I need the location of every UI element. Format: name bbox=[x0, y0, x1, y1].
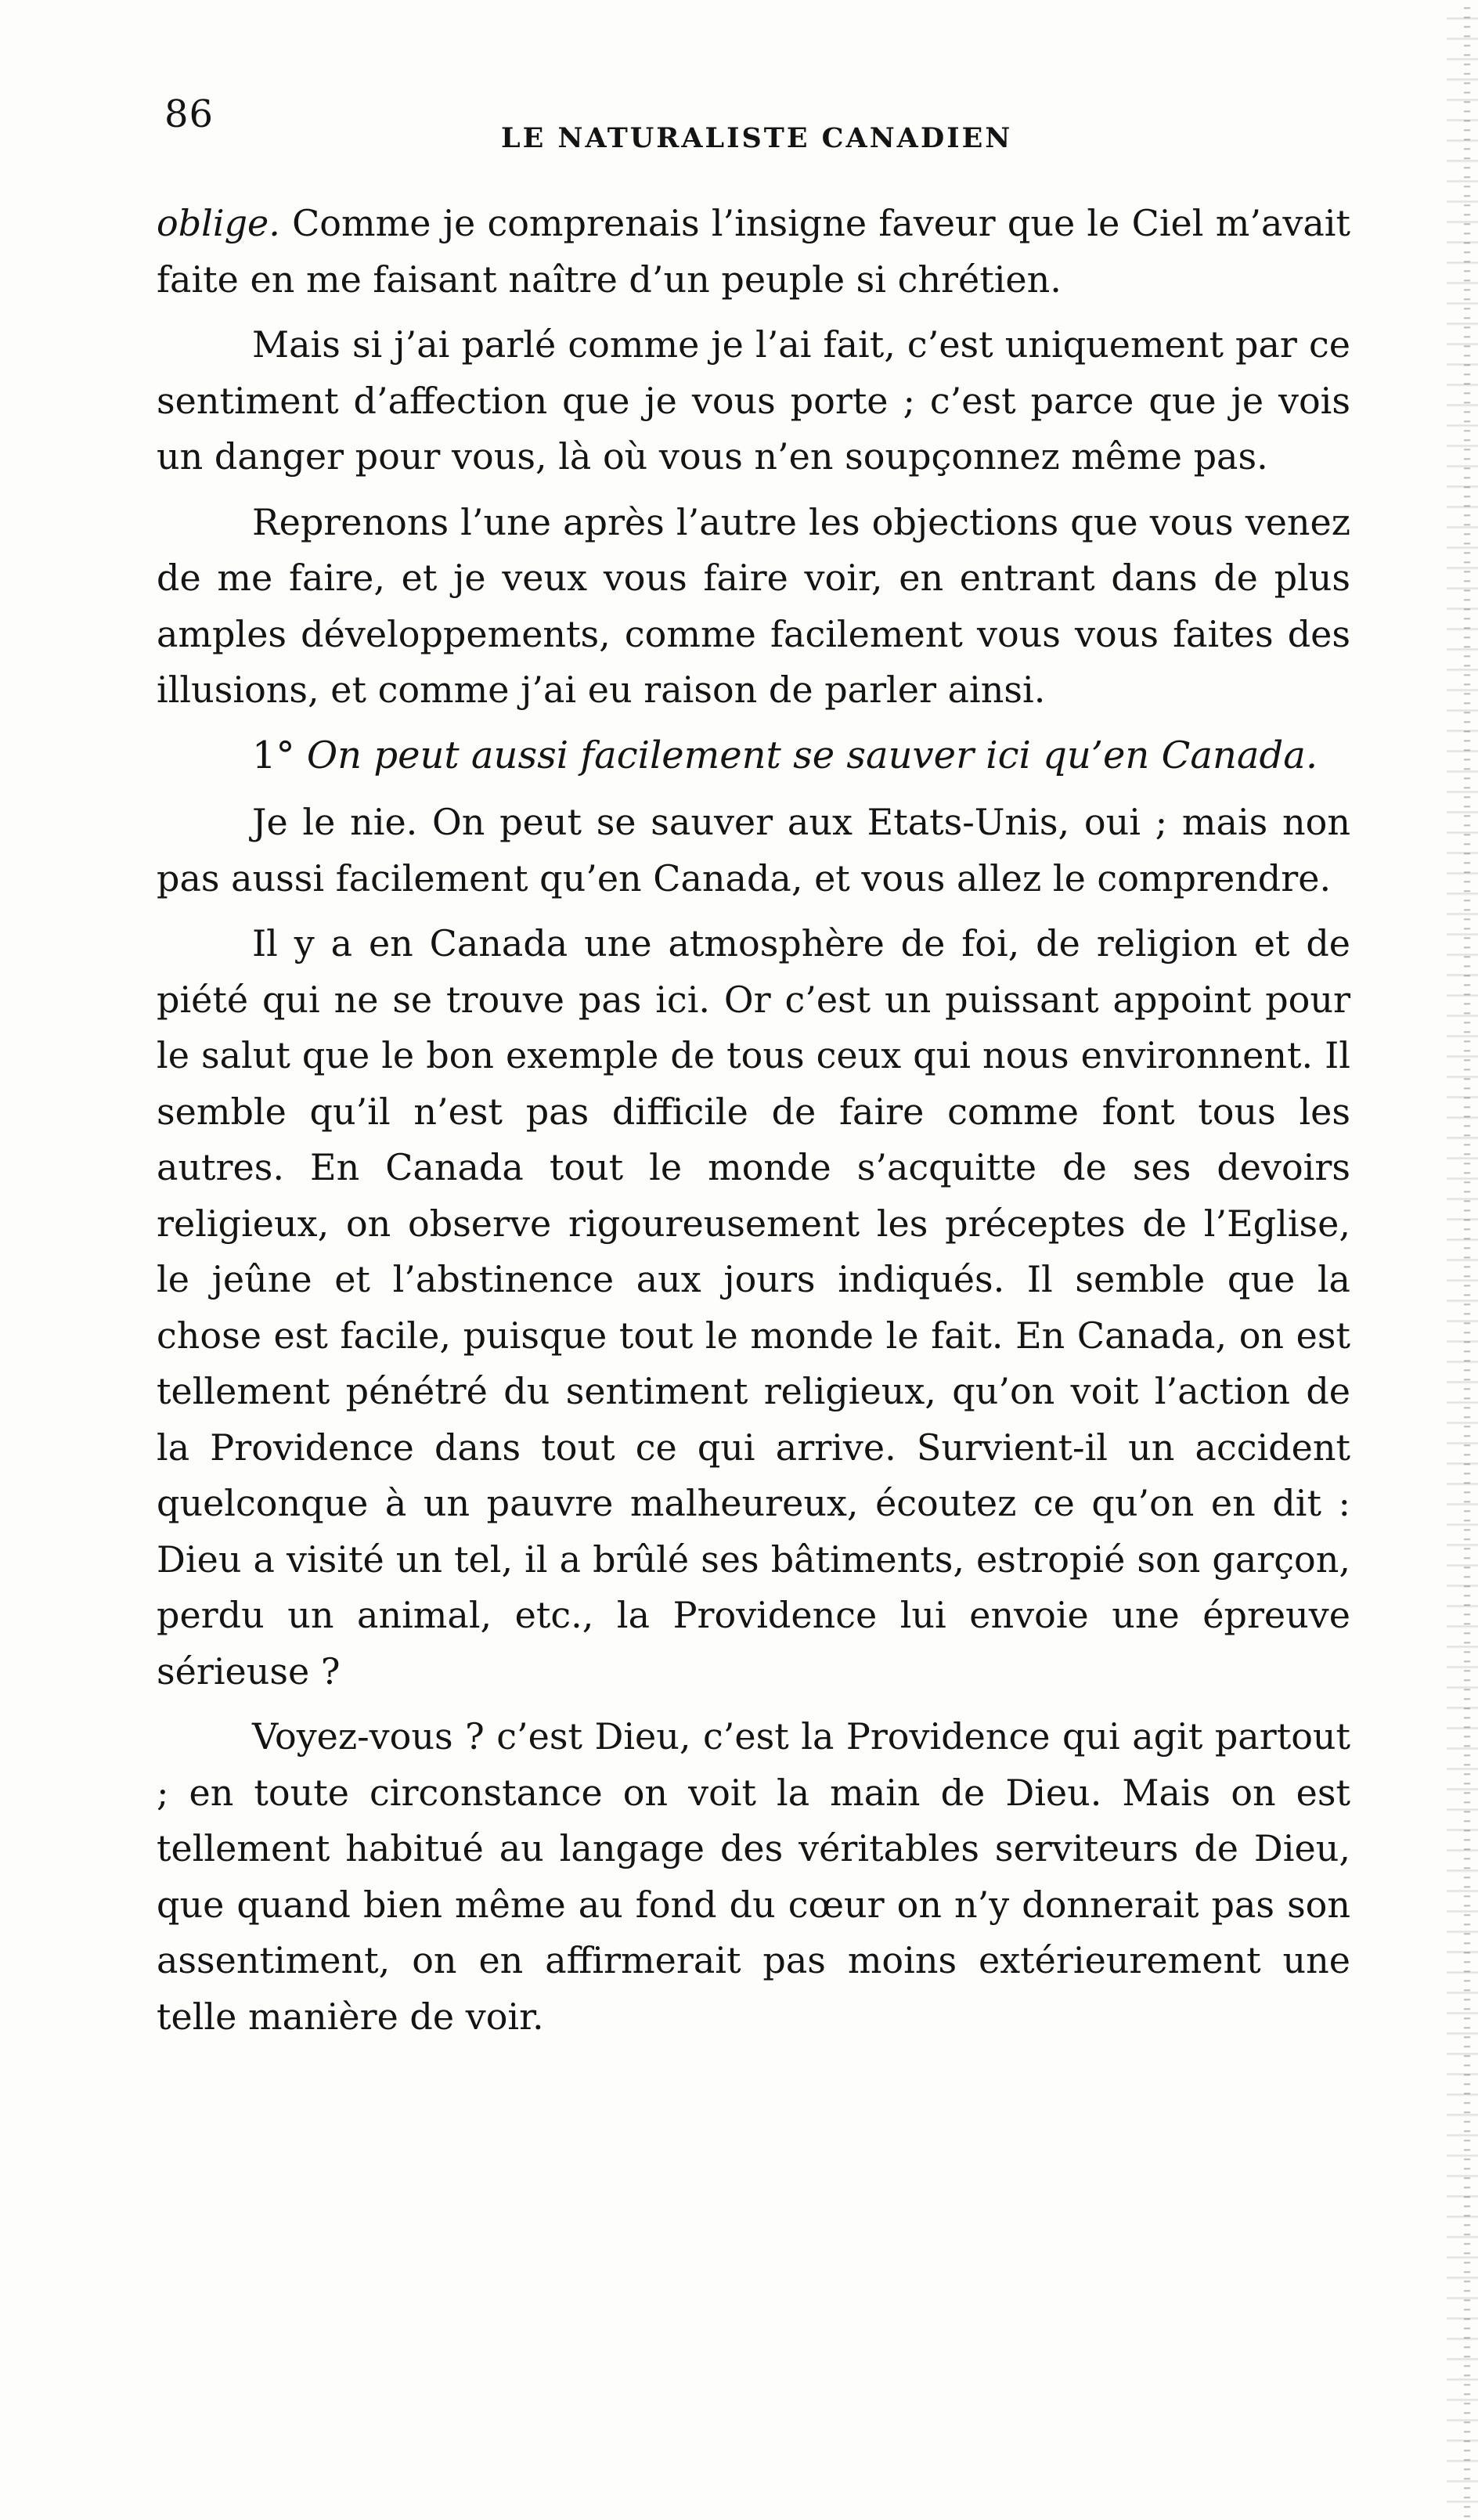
paragraph: Il y a en Canada une atmosphère de foi, de religion et de piété qui ne se trouve pas ici. Or c’est un puissant appoint pour le salut que le bon exemple de tous ceux qui nous environnent. Il semble qu’il n’est pas difficile de faire comme font tous les autres. En Canada tout le monde s’acquitte de ses devoirs religieux, on observe rigoureusement les préceptes de l’Eglise, le jeûne et l’abstinence aux jours indiqués. Il semble que la chose est facile, puisque tout le monde le fait. En Canada, on est tellement pénétré du sentiment religieux, qu’on voit l’action de la Providence dans tout ce qui arrive. Survient-il un accident quelconque à un pauvre malheureux, écoutez ce qu’on en dit : Dieu a visité un tel, il a brûlé ses bâtiments, estropié son garçon, perdu un animal, etc., la Providence lui envoie une épreuve sérieuse ? bbox=[157, 922, 1350, 1693]
point-heading-text: On peut aussi facilement se sauver ici qu’en Canada. bbox=[306, 733, 1318, 777]
paragraph: Voyez-vous ? c’est Dieu, c’est la Providence qui agit partout ; en toute circonstance on voit la main de Dieu. Mais on est tellement habitué au langage des véritables serviteurs de Dieu, que quand bien même au fond du cœur on n’y donnerait pas son assentiment, on en affirmerait pas moins extérieurement une telle manière de voir. bbox=[157, 1715, 1350, 2038]
paragraph: Reprenons l’une après l’autre les objections que vous venez de me faire, et je veux vous faire voir, en entrant dans de plus amples développements, comme facilement vous vous faites des illusions, et comme j’ai eu raison de parler ainsi. bbox=[157, 500, 1350, 711]
paragraph-text: Comme je comprenais l’insigne faveur que le Ciel m’avait faite en me faisant naître d’un peuple si chrétien. bbox=[157, 202, 1350, 301]
paragraph: Mais si j’ai parlé comme je l’ai fait, c’est uniquement par ce sentiment d’affection que je vous porte ; c’est parce que je vois un danger pour vous, là où vous n’en soupçonnez même pas. bbox=[157, 323, 1350, 478]
point-heading bbox=[157, 728, 1350, 784]
paragraph-lead-italic: oblige. bbox=[157, 202, 280, 244]
paragraph: Je le nie. On peut se sauver aux Etats-Unis, oui ; mais non pas aussi facilement qu’en Canada, et vous allez le comprendre. bbox=[157, 801, 1350, 899]
paragraph-continued bbox=[157, 196, 1350, 308]
page-edge-shadow bbox=[1447, 0, 1478, 2520]
point-number: 1° bbox=[252, 733, 295, 777]
page-number: 86 bbox=[164, 92, 214, 136]
running-head: LE NATURALISTE CANADIEN bbox=[501, 122, 1013, 154]
page-edge-noise bbox=[1464, 0, 1470, 2520]
body-text bbox=[157, 196, 1350, 2054]
